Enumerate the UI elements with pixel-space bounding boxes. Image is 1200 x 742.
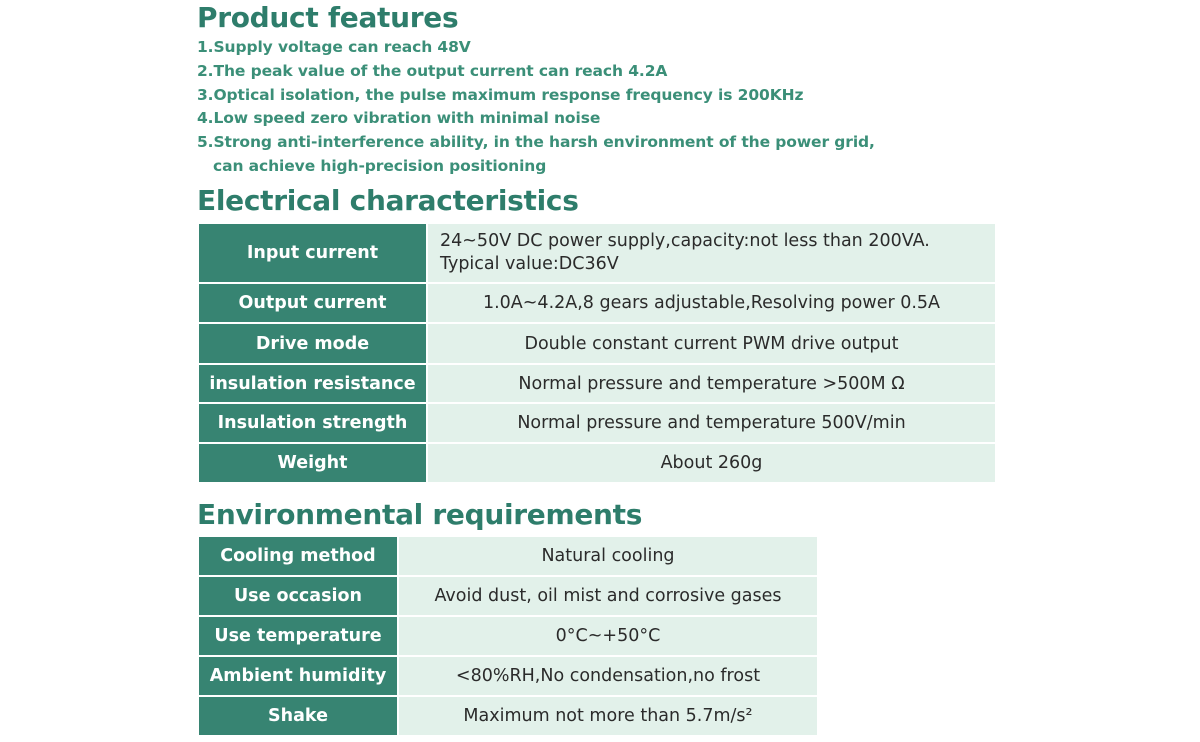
spec-value: [427, 223, 996, 283]
table-row: [198, 616, 818, 656]
electrical-characteristics-table: [197, 222, 997, 484]
spec-value: 0°C~+50°C: [398, 616, 818, 656]
feature-item: 2.The peak value of the output current can reach 4.2A: [197, 61, 668, 80]
spec-value: Natural cooling: [398, 536, 818, 576]
environmental-requirements-table: [197, 535, 819, 737]
feature-item: 4.Low speed zero vibration with minimal noise: [197, 109, 601, 128]
feature-item: can achieve high-precision positioning: [213, 156, 547, 175]
spec-value-line: 24~50V DC power supply,capacity:not less than 200VA.: [440, 231, 930, 251]
spec-key: Input current: [198, 223, 427, 283]
spec-value: Normal pressure and temperature 500V/min: [427, 403, 996, 443]
spec-key: Shake: [198, 696, 398, 736]
environmental-requirements-title: Environmental requirements: [197, 498, 643, 531]
feature-item: 1.Supply voltage can reach 48V: [197, 38, 471, 56]
spec-value: Double constant current PWM drive output: [427, 323, 996, 364]
spec-key: insulation resistance: [198, 364, 427, 403]
spec-value: Maximum not more than 5.7m/s²: [398, 696, 818, 736]
spec-value: <80%RH,No condensation,no frost: [398, 656, 818, 696]
spec-value: 1.0A~4.2A,8 gears adjustable,Resolving power 0.5A: [427, 283, 996, 323]
table-row: [198, 536, 818, 576]
spec-key: Insulation strength: [198, 403, 427, 443]
spec-key: Cooling method: [198, 536, 398, 576]
table-row: [198, 403, 996, 443]
table-row: [198, 223, 996, 283]
spec-key: Use occasion: [198, 576, 398, 616]
spec-value-line: Typical value:DC36V: [440, 254, 619, 274]
spec-key: Drive mode: [198, 323, 427, 364]
product-features-list: [197, 36, 997, 179]
feature-item: 5.Strong anti-interference ability, in the harsh environment of the power grid,: [197, 133, 875, 152]
table-row: [198, 443, 996, 483]
spec-value: About 260g: [427, 443, 996, 483]
product-features-title: Product features: [197, 1, 459, 34]
table-row: [198, 364, 996, 403]
spec-value: Normal pressure and temperature >500M Ω: [427, 364, 996, 403]
table-row: [198, 656, 818, 696]
spec-key: Use temperature: [198, 616, 398, 656]
feature-item: 3.Optical isolation, the pulse maximum response frequency is 200KHz: [197, 85, 804, 104]
spec-key: Weight: [198, 443, 427, 483]
electrical-characteristics-title: Electrical characteristics: [197, 184, 579, 217]
spec-value: Avoid dust, oil mist and corrosive gases: [398, 576, 818, 616]
table-row: [198, 696, 818, 736]
table-row: [198, 576, 818, 616]
table-row: [198, 323, 996, 364]
table-row: [198, 283, 996, 323]
spec-key: Output current: [198, 283, 427, 323]
spec-key: Ambient humidity: [198, 656, 398, 696]
